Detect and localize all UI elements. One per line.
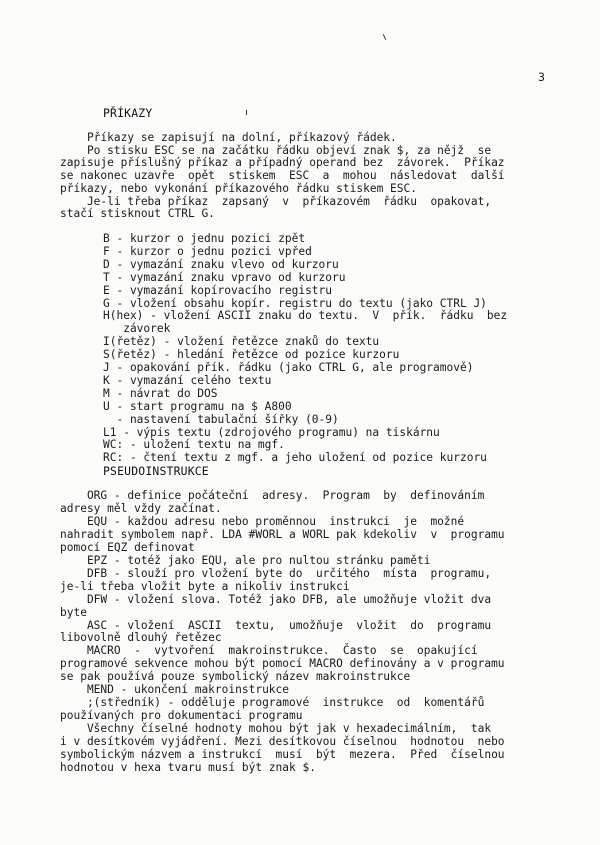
text-line: se nakonec uzavře opět stiskem ESC a mohou následovat další <box>60 169 505 183</box>
command-item: E - vymazání kopírovacího registru <box>103 283 333 297</box>
text-line: příkazy, nebo vykonání příkazového řádku stiskem ESC. <box>60 181 417 195</box>
scan-mark <box>383 34 386 40</box>
text-line: je-li třeba vložit byte a nikoliv instrukci <box>60 579 350 593</box>
text-line: Příkazy se zapisují na dolní, příkazový řádek. <box>60 131 397 144</box>
command-item: L1 - výpis textu (zdrojového programu) na tiskárnu <box>103 425 440 439</box>
text-line: MACRO - vytvoření makroinstrukce. Často se opakující <box>60 644 478 658</box>
text-line: pomocí EQZ definovat <box>60 540 195 554</box>
text-line: MEND - ukončení makroinstrukce <box>60 683 290 697</box>
text-line: ORG - definice počáteční adresy. Program by definováním <box>60 489 485 502</box>
command-item: S(řetěz) - hledání řetězce od pozice kurzoru <box>103 348 400 362</box>
text-line: se pak používá pouze symbolický název makroinstrukce <box>60 670 411 684</box>
text-line: Všechny číselné hodnoty mohou být jak v hexadecimálním, tak <box>60 722 492 736</box>
text-line: ASC - vložení ASCII textu, umožňuje vložit do programu <box>60 618 492 632</box>
text-line: programové sekvence mohou být pomocí MACRO definovány a v programu <box>60 657 505 671</box>
command-item: I(řetěz) - vložení řetězce znaků do textu <box>103 335 380 349</box>
command-item: J - opakování přík. řádku (jako CTRL G, ale programově) <box>103 361 474 374</box>
text-line: EPZ - totéž jako EQU, ale pro nultou stránku paměti <box>60 553 431 567</box>
command-item: závorek <box>103 322 171 336</box>
command-item: B - kurzor o jednu pozici zpět <box>103 232 306 245</box>
text-line: zapisuje příslušný příkaz a případný operand bez závorek. Příkaz <box>60 156 505 170</box>
text-line: ;(středník) - odděluje programové instrukce od komentářů <box>60 696 485 710</box>
text-line: Je-li třeba příkaz zapsaný v příkazovém řádku opakovat, <box>60 194 492 208</box>
command-item: RC: - čtení textu z mgf. a jeho uložení od pozice kurzoru <box>103 451 487 465</box>
text-line: byte <box>60 605 87 619</box>
text-line: libovolně dlouhý řetězec <box>60 631 222 645</box>
command-item: G - vložení obsahu kopír. registru do textu (jako CTRL J) <box>103 296 487 310</box>
text-line: DFW - vložení slova. Totéž jako DFB, ale umožňuje vložit dva <box>60 592 492 606</box>
command-item: M - návrat do DOS <box>103 386 218 400</box>
text-line: stačí stisknout CTRL G. <box>60 207 215 221</box>
text-line: adresy měl vždy začínat. <box>60 501 222 515</box>
command-item: H(hex) - vložení ASCII znaku do textu. V přík. řádku bez <box>103 309 508 323</box>
text-line: DFB - slouží pro vložení byte do určitého místa programu, <box>60 566 492 580</box>
command-item: F - kurzor o jednu pozici vpřed <box>103 244 312 258</box>
command-item: D - vymazání znaku vlevo od kurzoru <box>103 257 339 271</box>
command-item: K - vymazání celého textu <box>103 373 272 387</box>
command-item: - nastavení tabulační šířky (0-9) <box>103 412 339 426</box>
text-line: používaných pro dokumentaci programu <box>60 709 303 723</box>
text-line: hodnotou v hexa tvaru musí být znak $. <box>60 760 316 774</box>
text-line: nahradit symbolem např. LDA #WORL a WORL pak kdekoliv v programu <box>60 527 505 541</box>
text-line: symbolickým názvem a instrukcí musí být mezera. Před číselnou <box>60 748 505 761</box>
section-heading-prikazy: PŘÍKAZY <box>103 106 153 120</box>
text-line: EQU - každou adresu nebo proměnnou instrukci je možné <box>60 514 465 528</box>
scan-mark <box>246 110 247 115</box>
page-number: 3 <box>538 70 545 84</box>
section-heading-pseudoinstrukce: PSEUDOINSTRUKCE <box>103 464 209 478</box>
text-line: Po stisku ESC se na začátku řádku objeví znak $, za nějž se <box>60 143 492 157</box>
command-item: WC: - uložení textu na mgf. <box>103 438 285 452</box>
command-item: T - vymazání znaku vpravo od kurzoru <box>103 270 346 284</box>
command-item: U - start programu na $ A800 <box>103 399 292 413</box>
text-line: i v desítkovém vyjádření. Mezi desítkovou číselnou hodnotou nebo <box>60 735 505 749</box>
